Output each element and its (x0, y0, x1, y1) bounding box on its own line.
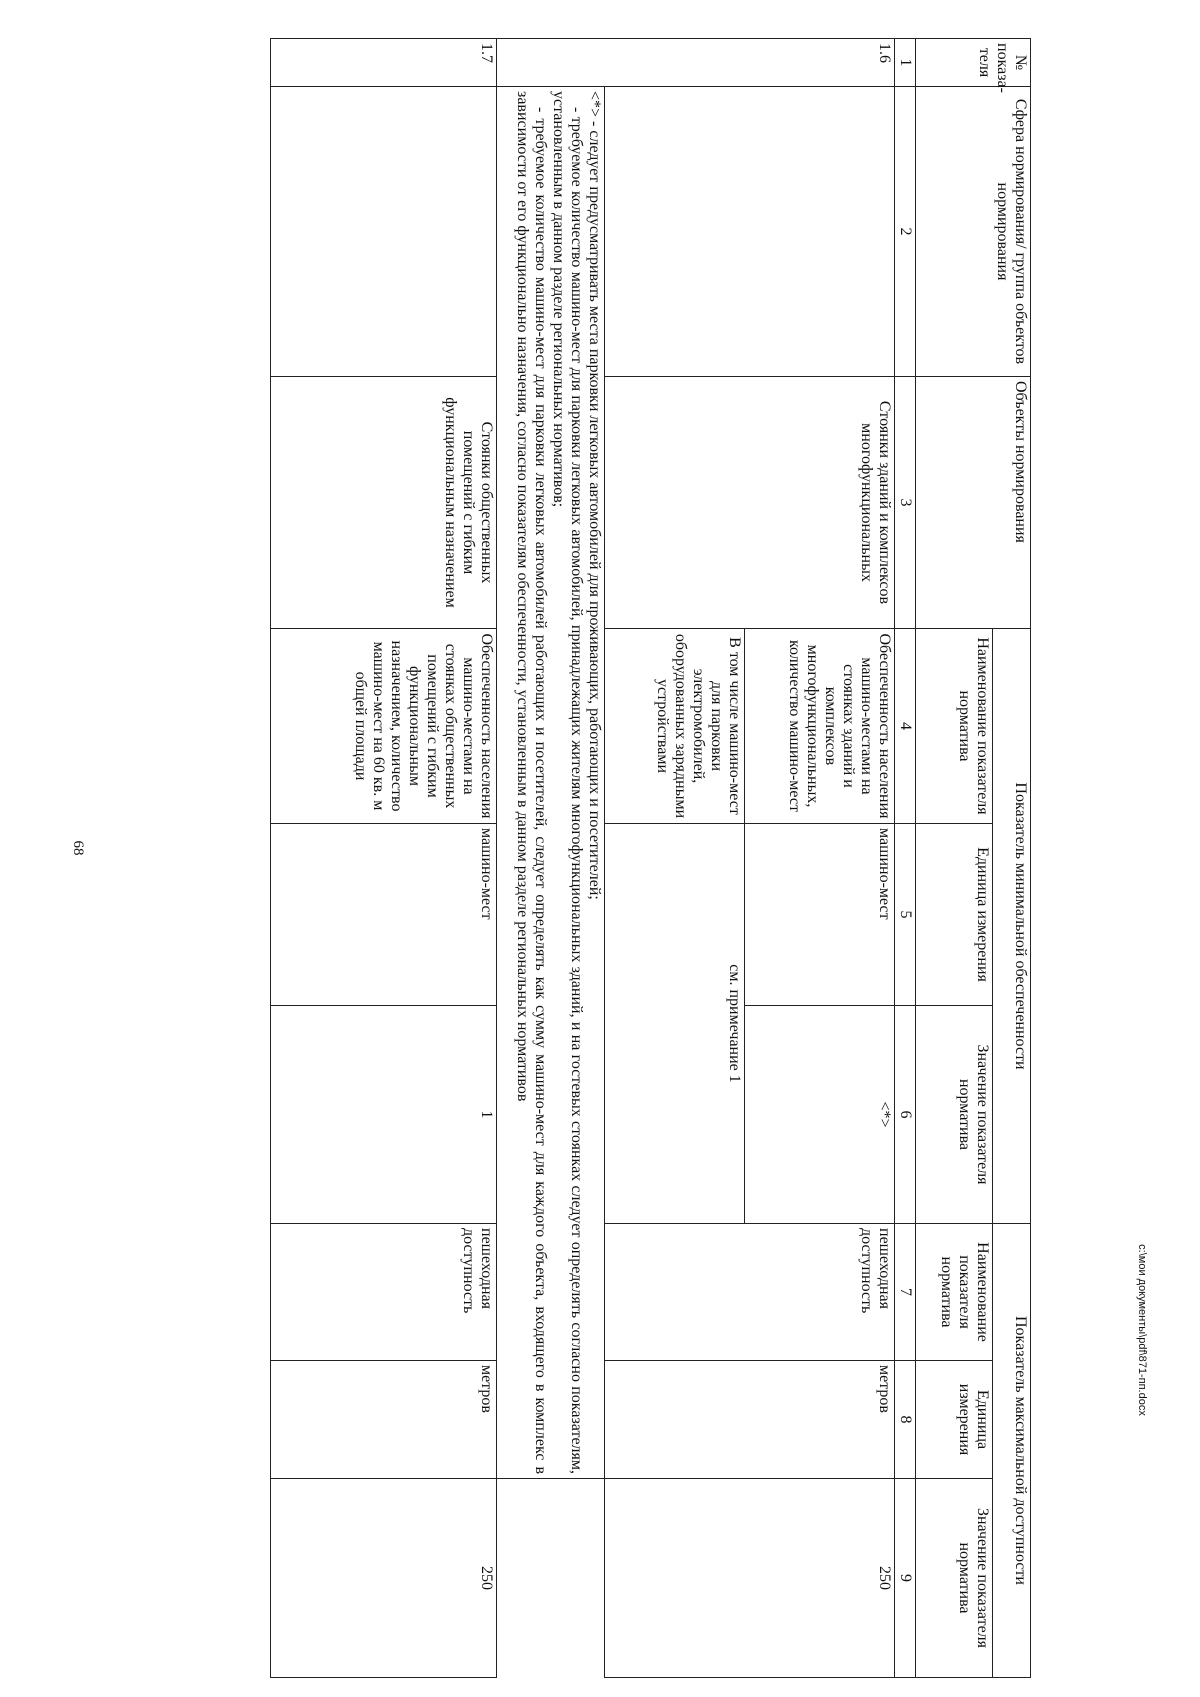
row-1-6-sub-name: В том числе машино-мест для парковки электромобилей, оборудованных зарядными устройствами (605, 629, 745, 824)
row-1-6-num: 1.6 (497, 39, 895, 87)
col-number-7: 7 (895, 1224, 916, 1361)
row-1-6-max-value: 250 (605, 1479, 895, 1678)
row-1-6-sub-note: см. примечание 1 (605, 824, 745, 1224)
header-min-value: Значение показателя норматива (916, 1006, 993, 1224)
row-1-7-min-name: Обеспеченность населения машино-местами на стоянках общественных помещений с гибким функциональным назначением, количество машино-мест на 60 кв. м общей площади (271, 629, 497, 824)
row-1-6-min-value: <*> (745, 1006, 895, 1224)
footnote-line-3: - требуемое количество машино-мест для парковки легковых автомобилей работающих и посетителей, следует определять как сумму машино-мест для каждого объекта, входящего в комплекс в зависимости от его функционально назначения, согласно показателям обеспеченности, установленным в данном разделе региональных нормативов (514, 91, 549, 1475)
header-objects: Объекты нормирования (916, 377, 1031, 629)
footnote-line-1: <*> - следует предусматривать места парковки легковых автомобилей для проживающих, работающих и посетителей; (586, 91, 603, 900)
row-1-6-min-unit: машино-мест (745, 824, 895, 1006)
col-number-6: 6 (895, 1006, 916, 1224)
header-min-unit: Единица измерения (916, 824, 993, 1006)
standards-table (270, 38, 1031, 1678)
col-number-9: 9 (895, 1479, 916, 1678)
header-min-name: Наименование показателя норматива (916, 629, 993, 824)
col-number-5: 5 (895, 824, 916, 1006)
col-number-1: 1 (895, 39, 916, 87)
header-max-value: Значение показателя норматива (916, 1479, 993, 1678)
row-1-7-min-unit: машино-мест (271, 824, 497, 1006)
header-num: № показа-теля (916, 39, 1031, 87)
col-number-8: 8 (895, 1361, 916, 1479)
header-sphere: Сфера нормирования/ группа объектов нормирования (916, 87, 1031, 377)
row-1-7-max-value: 250 (271, 1479, 497, 1678)
row-1-7-max-name: пешеходная доступность (271, 1224, 497, 1361)
col-number-4: 4 (895, 629, 916, 824)
col-number-2: 2 (895, 87, 916, 377)
header-max-name: Наименование показателя норматива (916, 1224, 993, 1361)
row-1-6-footnote (497, 87, 605, 1479)
row-1-7-max-unit: метров (271, 1361, 497, 1479)
row-1-7-object: Стоянки общественных помещений с гибким функциональным назначением (271, 377, 497, 629)
header-max-unit: Единица измерения (916, 1361, 993, 1479)
footnote-line-2: - требуемое количество машино-мест для парковки легковых автомобилей, принадлежащих жителям многофункциональных зданий, и на гостевых стоянках следует определять согласно показателям, установленным в данном разделе региональных нормативов; (550, 91, 585, 1475)
page-number: 68 (70, 840, 86, 856)
row-1-6-object: Стоянки зданий и комплексов многофункциональных (605, 377, 895, 629)
row-1-6-sphere (605, 87, 895, 377)
rotated-page-content (171, 38, 1031, 1678)
row-1-7-min-value: 1 (271, 1006, 497, 1224)
row-1-6-max-name: пешеходная доступность (605, 1224, 895, 1361)
col-number-3: 3 (895, 377, 916, 629)
row-1-7-sphere (271, 87, 497, 377)
footer-file-path: c:\мои документы\pdf\871-пп.docx (1136, 1244, 1148, 1416)
row-1-7-num: 1.7 (271, 39, 497, 87)
row-1-6-min-name: Обеспеченность населения машино-местами на стоянках зданий и комплексов многофункциональных, количество машино-мест (745, 629, 895, 824)
header-max-group: Показатель максимальной доступности (993, 1224, 1031, 1678)
header-min-group: Показатель минимальной обеспеченности (993, 629, 1031, 1224)
row-1-6-max-unit: метров (605, 1361, 895, 1479)
